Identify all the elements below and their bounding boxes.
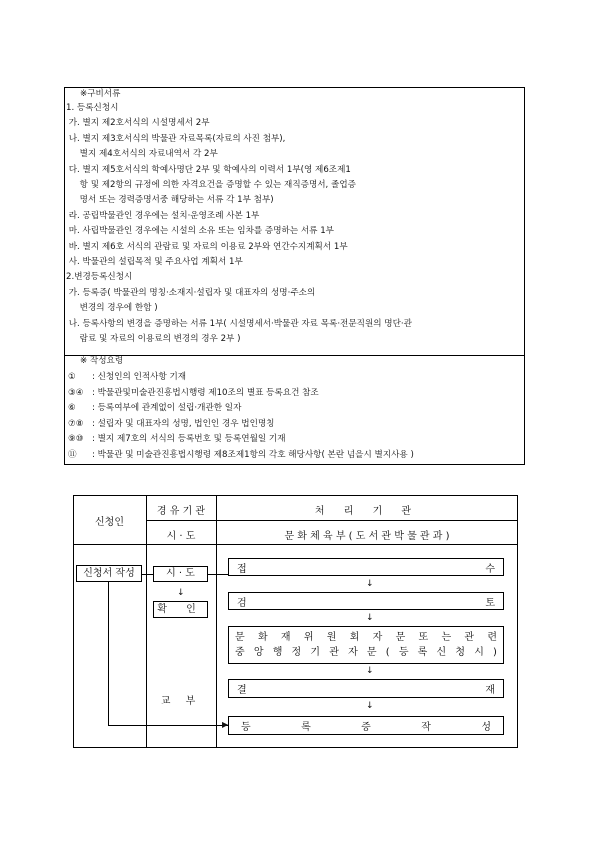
requirement-line: 람료 및 자료의 이용료의 변경의 경우 2부 ) [66,334,241,344]
requirement-line: 바. 별지 제6호 서식의 관람료 및 자료의 이용료 2부와 연간수지계획서 1부 [66,241,348,252]
step-certificate-char: 성 [481,722,491,733]
consultation-char: 관 [329,647,339,658]
consultation-char: 재 [280,632,291,643]
consultation-char: 원 [326,632,337,643]
processing-agency-header: 처 리 기 관 [314,506,420,517]
confirm-box: 확 인 [153,601,208,618]
requirement-line: 나. 등록사항의 변경을 증명하는 서류 1부( 시설명세서·박물관 자료 목록·전문직원의 명단·관 [66,318,412,329]
consultation-char: 중 [235,647,245,658]
consultation-line-1 [235,630,497,645]
via-agency-sub: 시 · 도 [166,531,196,542]
consultation-char: 련 [487,632,497,643]
guide-mark: ⑨⑩ [68,434,84,444]
guide-mark: ⑦⑧ [68,418,84,429]
connector-sido-to-receipt [208,574,228,575]
arrow-down-icon: ↓ [366,666,374,676]
arrow-right-icon: ▶ [222,720,229,729]
guide-mark: ⑪ [68,449,77,460]
requirement-line: 별지 제4호서식의 자료내역서 각 2부 [66,149,218,160]
consultation-char: ( [385,647,390,658]
guide-mark: ③④ [68,387,84,398]
consultation-char: 문 [235,632,245,643]
consultation-char: 는 [441,632,452,643]
step-receipt-char: 접 [237,563,247,575]
consultation-char: 앙 [253,647,264,658]
connector-issue-down [108,582,109,725]
consultation-char: 문 [395,632,406,643]
step-review [228,592,504,610]
step-certificate [228,716,504,735]
requirement-line: 라. 공립박물관인 경우에는 설치·운영조례 사본 1부 [66,210,260,221]
step-approval [228,679,504,698]
consultation-char: 록 [417,647,428,658]
consultation-line-2 [235,645,497,660]
requirements-header: ※구비서류 [80,89,121,99]
header-divider [146,520,518,521]
consultation-char: 등 [398,647,409,658]
connector-issue-back [108,725,228,726]
issue-label: 교 부 [160,696,202,707]
requirement-line: 사. 박물관의 설립목적 및 주요사업 계획서 1부 [66,257,243,267]
consultation-char: 기 [310,647,321,658]
requirement-line: 항 및 제2항의 규정에 의한 자격요건을 증명할 수 있는 재직증명서, 졸업증 [66,180,356,190]
via-agency-header: 경 유 기 관 [156,506,206,517]
guide-text: : 별지 제7호의 서식의 등록번호 및 등록연월일 기재 [92,434,286,444]
step-certificate-char: 록 [301,722,311,733]
applicant-column-header: 신청인 [95,517,124,528]
consultation-char: ) [493,647,497,658]
consultation-char: 신 [436,647,447,658]
guide-text: : 등록여부에 관계없이 설립·개관한 일자 [92,403,242,413]
consultation-char: 정 [291,647,302,658]
requirement-line: 명서 또는 경력증명서중 해당하는 서류 각 1부 첨부) [66,195,274,206]
step-receipt [228,558,504,576]
step-certificate-char: 등 [241,722,251,733]
application-form-box: 신청서 작성 [76,565,142,582]
sido-box: 시 · 도 [153,566,208,582]
consultation-char: 시 [474,647,484,658]
requirement-line: 2.변경등록신청시 [66,272,133,283]
step-certificate-char: 작 [421,722,431,733]
requirement-line: 가. 등록증( 박물관의 명칭·소재지·설립자 및 대표자의 성명·주소의 [66,287,316,298]
requirement-line: 변경의 경우에 한함 ) [66,303,158,314]
step-consultation [228,626,504,664]
consultation-char: 문 [366,647,377,658]
consultation-char: 자 [348,647,358,658]
section-divider [64,355,525,356]
consultation-char: 화 [257,632,268,643]
requirement-line: 나. 별지 제3호서식의 박물관 자료목록(자료의 사진 첨부), [66,133,286,144]
guide-mark: ⑥ [68,403,76,413]
arrow-down-icon: ↓ [366,613,374,623]
writing-guide-header: ※ 작성요령 [80,356,124,366]
requirement-line: 가. 별지 제2호서식의 시설명세서 2부 [66,118,210,129]
guide-mark: ① [68,372,76,382]
guide-text: : 신청인의 인적사항 기재 [92,372,187,382]
consultation-char: 자 [372,632,383,643]
consultation-char: 관 [464,632,475,643]
consultation-char: 위 [303,632,314,643]
arrow-down-icon: ↓ [366,701,374,711]
guide-text: : 박물관및미술관진흥법시행령 제10조의 별표 등록요건 참조 [92,387,319,398]
requirement-line: 다. 별지 제5호서식의 학예사명단 2부 및 학예사의 이력서 1부(영 제6조제1 [66,164,351,175]
consultation-char: 또 [418,632,429,643]
ministry-department: 문 화 체 육 부 ( 도 서 관 박 물 관 과 ) [284,531,450,542]
step-review-char: 토 [485,597,495,609]
header-bottom [73,544,518,545]
step-certificate-char: 증 [361,722,371,733]
guide-text: : 박물관 및 미술관진흥법시행령 제8조제1항의 각호 해당사항( 본란 넘을시 별지사용 ) [92,449,414,460]
arrow-down-icon: ↓ [177,588,185,598]
consultation-char: 청 [455,647,466,658]
consultation-char: 회 [349,632,360,643]
step-approval-char: 재 [485,685,495,696]
guide-text: : 설립자 및 대표자의 성명, 법인인 경우 법인명칭 [92,418,275,429]
connector-apply-to-sido [142,574,153,575]
consultation-char: 행 [272,647,283,658]
step-review-char: 검 [237,597,247,609]
requirement-line: 1. 등록신청시 [66,103,119,113]
step-receipt-char: 수 [485,563,495,575]
arrow-down-icon: ↓ [366,579,374,589]
step-approval-char: 결 [237,685,247,696]
requirement-line: 마. 사립박물관인 경우에는 시설의 소유 또는 임차를 증명하는 서류 1부 [66,226,334,237]
